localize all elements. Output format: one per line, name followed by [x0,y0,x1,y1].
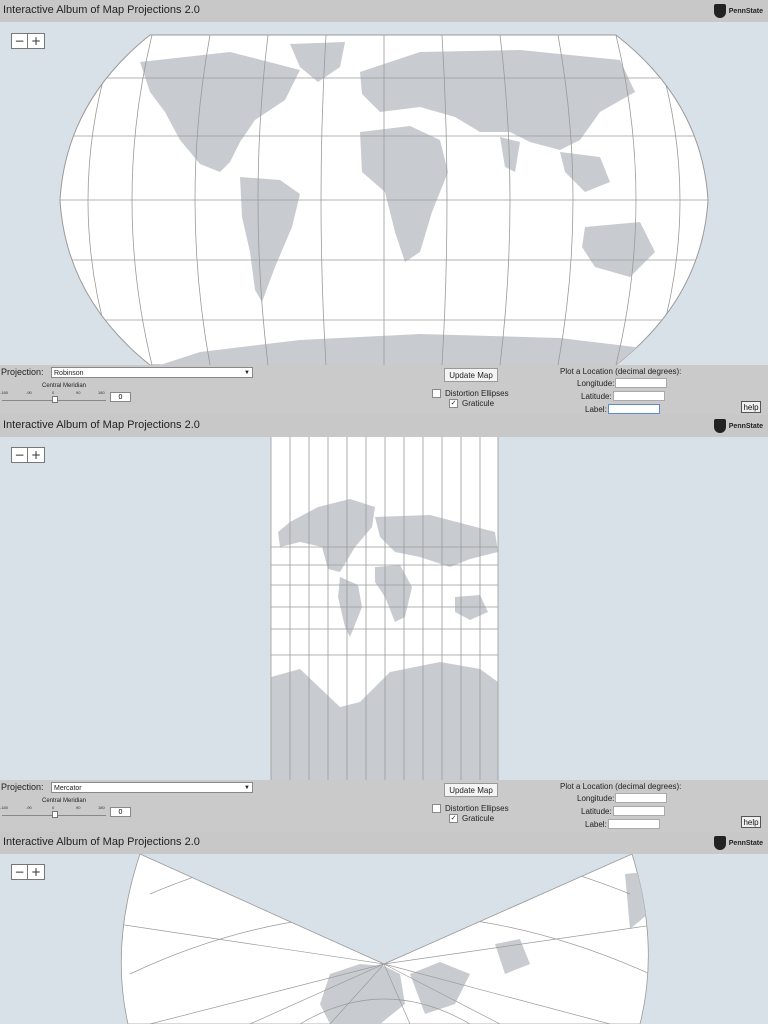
latitude-row: Latitude: [581,806,665,816]
central-meridian-label: Central Meridian [42,383,87,389]
zoom-out-button[interactable]: − [11,864,28,880]
zoom-out-button[interactable]: − [11,33,28,49]
longitude-row: Longitude: [577,378,667,388]
mercator-map[interactable] [0,437,768,780]
app-title: Interactive Album of Map Projections 2.0 [3,836,200,848]
label-input[interactable] [608,819,660,829]
app-titlebar [0,0,768,22]
distortion-ellipses-option[interactable]: Distortion Ellipses [432,389,509,398]
graticule-option[interactable]: ✓ Graticule [450,814,495,823]
central-meridian-label: Central Meridian [42,798,87,804]
conic-map[interactable] [0,854,768,1024]
slider-tick-labels: -180 -90 0 90 180 [0,805,105,810]
slider-thumb[interactable] [52,811,58,818]
slider-thumb[interactable] [52,396,58,403]
dropdown-caret-icon: ▼ [244,785,250,791]
longitude-row: Longitude: [577,793,667,803]
latitude-input[interactable] [613,806,665,816]
projection-select[interactable]: Robinson ▼ [51,367,253,378]
longitude-input[interactable] [615,378,667,388]
zoom-control [11,447,45,463]
pennstate-logo: PennState [714,835,763,851]
update-map-button[interactable]: Update Map [444,783,498,797]
help-button[interactable]: help [741,401,761,413]
pennstate-logo: PennState [714,418,763,434]
update-map-button[interactable]: Update Map [444,368,498,382]
distortion-ellipses-checkbox[interactable] [432,389,441,398]
pennstate-shield-icon [714,836,726,850]
zoom-in-button[interactable]: + [28,447,45,463]
latitude-input[interactable] [613,391,665,401]
zoom-in-button[interactable]: + [28,864,45,880]
label-row: Label: [585,404,660,414]
central-meridian-slider[interactable] [2,811,106,819]
longitude-input[interactable] [615,793,667,803]
distortion-ellipses-checkbox[interactable] [432,804,441,813]
robinson-map[interactable] [0,22,768,365]
pennstate-logo: PennState [714,3,763,19]
projection-select[interactable]: Mercator ▼ [51,782,253,793]
app-titlebar [0,832,768,854]
slider-tick-labels: -180 -90 0 90 180 [0,390,105,395]
app-title: Interactive Album of Map Projections 2.0 [3,419,200,431]
zoom-control [11,33,45,49]
help-button[interactable]: help [741,816,761,828]
label-row: Label: [585,819,660,829]
plot-location-title: Plot a Location (decimal degrees): [560,367,682,376]
zoom-in-button[interactable]: + [28,33,45,49]
central-meridian-value[interactable]: 0 [110,392,131,402]
pennstate-shield-icon [714,4,726,18]
dropdown-caret-icon: ▼ [244,370,250,376]
controls-bar [0,780,768,832]
map-view[interactable] [0,22,768,365]
plot-location-title: Plot a Location (decimal degrees): [560,782,682,791]
app-title: Interactive Album of Map Projections 2.0 [3,4,200,16]
pennstate-shield-icon [714,419,726,433]
zoom-out-button[interactable]: − [11,447,28,463]
map-view[interactable] [0,854,768,1024]
graticule-checkbox[interactable]: ✓ [450,400,457,407]
map-view[interactable] [0,437,768,780]
latitude-row: Latitude: [581,391,665,401]
graticule-option[interactable]: ✓ Graticule [450,399,495,408]
central-meridian-value[interactable]: 0 [110,807,131,817]
distortion-ellipses-option[interactable]: Distortion Ellipses [432,804,509,813]
app-titlebar [0,415,768,437]
graticule-checkbox[interactable]: ✓ [450,815,457,822]
controls-bar [0,365,768,417]
label-input[interactable] [608,404,660,414]
projection-label: Projection: [1,367,44,377]
central-meridian-slider[interactable] [2,396,106,404]
zoom-control [11,864,45,880]
projection-label: Projection: [1,782,44,792]
